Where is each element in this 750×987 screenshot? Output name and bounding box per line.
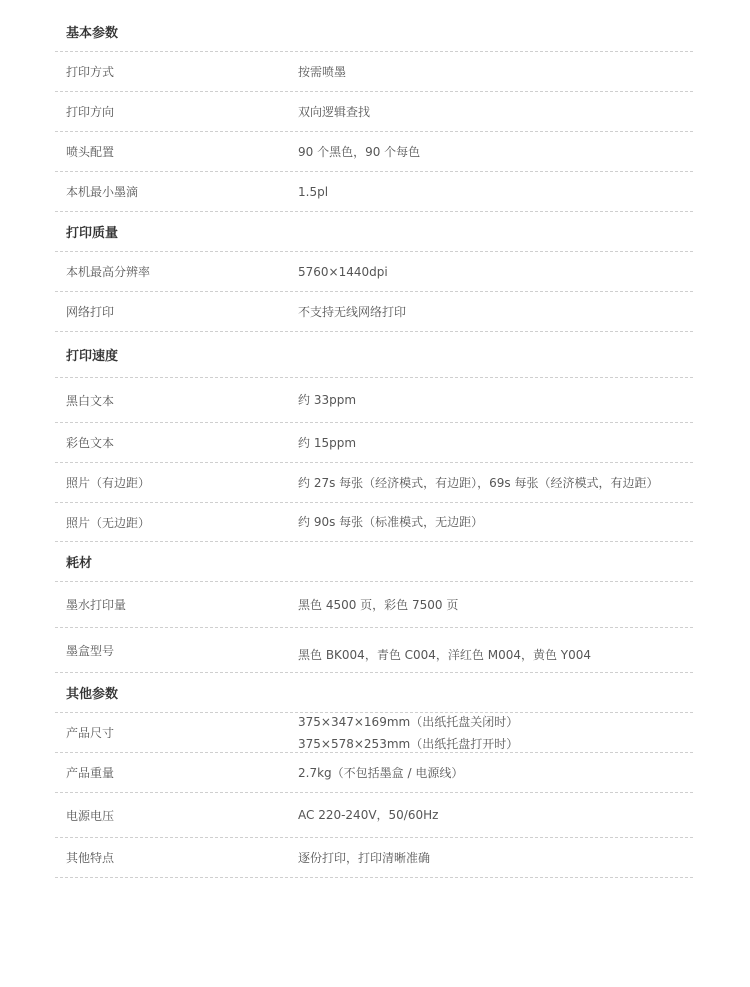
spec-label: 彩色文本 <box>66 436 115 450</box>
section-header-basic <box>55 12 693 52</box>
spec-label: 打印方向 <box>66 105 115 119</box>
spec-row-ink-yield <box>55 582 693 628</box>
spec-value: 黑色 4500 页，彩色 7500 页 <box>298 597 459 612</box>
spec-value: 逐份打印，打印清晰准确 <box>298 850 431 865</box>
spec-value-line: 375×578×253mm（出纸托盘打开时） <box>298 736 519 751</box>
spec-row-weight <box>55 753 693 793</box>
spec-row-photo-bordered <box>55 463 693 503</box>
spec-label: 打印方式 <box>66 65 115 79</box>
section-title: 打印质量 <box>66 226 119 241</box>
spec-label: 本机最高分辨率 <box>66 265 151 279</box>
spec-label: 产品尺寸 <box>66 726 115 740</box>
spec-value: AC 220-240V，50/60Hz <box>298 808 439 822</box>
spec-row-network-print <box>55 292 693 332</box>
spec-row-power <box>55 793 693 838</box>
spec-value: 约 90s 每张（标准模式，无边距） <box>298 515 484 529</box>
spec-label: 网络打印 <box>66 305 115 319</box>
spec-value: 约 15ppm <box>298 435 357 450</box>
spec-value-multiline <box>298 711 693 755</box>
spec-row-dimensions <box>55 713 693 753</box>
spec-row-cartridge-model <box>55 628 693 673</box>
spec-value: 90 个黑色，90 个每色 <box>298 144 421 159</box>
spec-value: 不支持无线网络打印 <box>298 304 407 319</box>
spec-row-color-text <box>55 423 693 463</box>
section-header-other <box>55 673 693 713</box>
section-header-quality <box>55 212 693 252</box>
spec-row-max-resolution <box>55 252 693 292</box>
section-title: 基本参数 <box>66 26 119 41</box>
spec-label: 本机最小墨滴 <box>66 185 139 199</box>
section-header-consumables <box>55 542 693 582</box>
spec-row-print-method <box>55 52 693 92</box>
spec-label: 墨盒型号 <box>66 643 115 658</box>
spec-value: 约 33ppm <box>298 393 357 407</box>
spec-value-line: 375×347×169mm（出纸托盘关闭时） <box>298 714 519 729</box>
section-title: 耗材 <box>66 556 93 571</box>
spec-label: 墨水打印量 <box>66 598 127 612</box>
spec-row-min-droplet <box>55 172 693 212</box>
spec-row-nozzle-config <box>55 132 693 172</box>
spec-label: 其他特点 <box>66 851 115 865</box>
spec-label: 喷头配置 <box>66 145 115 159</box>
section-title: 其他参数 <box>66 687 119 702</box>
spec-label: 照片（无边距） <box>66 515 151 530</box>
spec-value: 约 27s 每张（经济模式，有边距），69s 每张（经济模式，有边距） <box>298 475 659 490</box>
spec-row-other-features <box>55 838 693 878</box>
section-header-speed <box>55 332 693 378</box>
spec-row-print-direction <box>55 92 693 132</box>
spec-label: 产品重量 <box>66 766 115 780</box>
spec-value: 按需喷墨 <box>298 64 347 79</box>
spec-table <box>55 12 693 878</box>
section-title: 打印速度 <box>66 349 119 364</box>
spec-value: 2.7kg（不包括墨盒 / 电源线） <box>298 765 464 780</box>
spec-row-photo-borderless <box>55 503 693 542</box>
spec-value: 5760×1440dpi <box>298 264 388 279</box>
spec-label: 电源电压 <box>66 808 115 823</box>
spec-row-mono-text <box>55 378 693 423</box>
spec-value: 1.5pl <box>298 184 329 199</box>
spec-label: 黑白文本 <box>66 393 115 408</box>
spec-value: 黑色 BK004，青色 C004，洋红色 M004，黄色 Y004 <box>298 648 592 662</box>
spec-label: 照片（有边距） <box>66 476 151 490</box>
spec-value: 双向逻辑查找 <box>298 104 371 119</box>
